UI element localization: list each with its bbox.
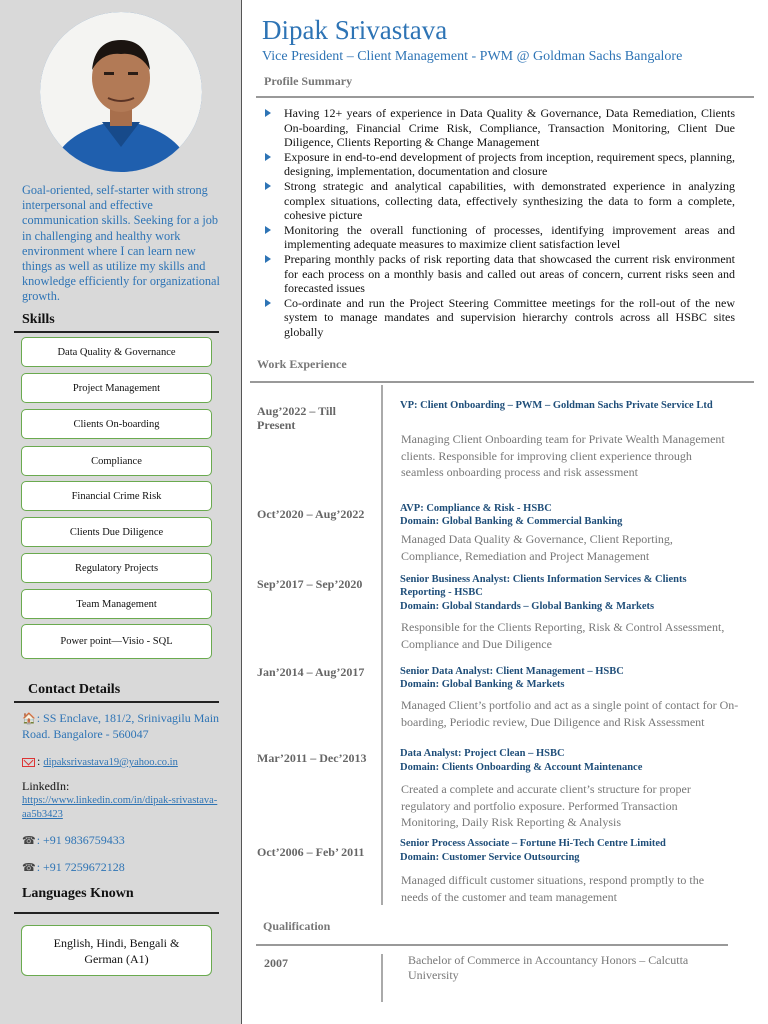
skills-rule [14,331,219,333]
bullet-arrow-icon [265,299,271,307]
contact-linkedin [22,779,232,822]
summary-bullet: Preparing monthly packs of risk reporting data that showcased the current risk environment for each process on a monthly basis and called out areas of concern, current risks seen and forecasted issues [265,252,735,296]
job-date: Aug’2022 – Till Present [257,404,336,432]
qualification-title: Qualification [263,919,331,933]
phone-icon: ☎ [22,862,36,874]
job-date: Mar’2011 – Dec’2013 [257,751,367,765]
job-date: Oct’2020 – Aug’2022 [257,507,365,521]
bullet-arrow-icon [265,226,271,234]
contact-email[interactable]: : dipaksrivastava19@yahoo.co.in [22,754,232,770]
linkedin-label: LinkedIn: [22,779,70,793]
bullet-arrow-icon [265,109,271,117]
job-title: Senior Process Associate – Fortune Hi-Tech Centre Limited [400,838,666,849]
bullet-arrow-icon [265,182,271,190]
job-title: VP: Client Onboarding – PWM – Goldman Sachs Private Service Ltd [400,400,713,411]
job-title: Data Analyst: Project Clean – HSBC [400,748,565,759]
languages-rule [14,912,219,914]
job-date: Oct’2006 – Feb’ 2011 [257,845,365,859]
contact-phone-2: ☎: +91 7259672128 [22,860,125,874]
bullet-arrow-icon [265,255,271,263]
contact-heading: Contact Details [28,682,121,697]
languages-heading: Languages Known [22,886,134,901]
job-description: Managing Client Onboarding team for Private Wealth Management clients. Responsible for improving client experience through seamless onboarding process and risk assessment [401,432,725,479]
sidebar-divider [241,0,242,1024]
languages-box: English, Hindi, Bengali & German (A1) [21,925,212,976]
candidate-role: Vice President – Client Management - PWM @ Goldman Sachs Bangalore [262,49,683,64]
contact-rule [14,701,219,703]
job-domain: Domain: Global Standards – Global Banking & Markets [400,601,655,612]
job-title: Senior Business Analyst: Clients Information Services & Clients Reporting - HSBC [400,574,687,598]
job-title: Senior Data Analyst: Client Management – HSBC [400,666,624,677]
job-domain: Domain: Customer Service Outsourcing [400,852,580,863]
summary-bullet: Monitoring the overall functioning of processes, identifying improvement areas and implementing adequate measures to maximize client satisfaction level [265,223,735,252]
job-title: AVP: Compliance & Risk - HSBC [400,503,552,514]
job-description: Responsible for the Clients Reporting, Risk & Control Assessment, Compliance and Due Diligence [401,620,725,651]
work-experience-title: Work Experience [257,357,347,371]
summary-rule [256,96,754,98]
qualification-timeline [381,954,383,1002]
job-domain: Domain: Clients Onboarding & Account Maintenance [400,762,643,773]
skill-item: Compliance [21,446,212,476]
contact-phone-1: ☎: +91 9836759433 [22,833,125,847]
job-description: Managed difficult customer situations, respond promptly to the needs of the customer and team management [401,873,705,904]
skill-item: Financial Crime Risk [21,481,212,511]
summary-bullet: Co-ordinate and run the Project Steering Committee meetings for the roll-out of the new system to manage mandates and supervision hierarchy controls across all HSBC sites globally [265,296,735,340]
job-description: Managed Data Quality & Governance, Client Reporting, Compliance, Remediation and Project Management [401,532,673,563]
job-description: Managed Client’s portfolio and act as a single point of contact for On-boarding, Periodic review, Due Diligence and Risk Assessment [401,698,739,729]
job-date: Sep’2017 – Sep’2020 [257,577,363,591]
address-text: : SS Enclave, 181/2, Srinivagilu Main Road. Bangalore - 560047 [22,711,220,741]
job-domain: Domain: Global Banking & Markets [400,679,565,690]
skill-item: Team Management [21,589,212,619]
summary-bullet: Exposure in end-to-end development of projects from inception, requirement specs, planning, designing, implementation, documentation and closure [265,150,735,179]
home-icon: 🏠 [22,713,36,725]
experience-rule [250,381,754,383]
linkedin-link[interactable]: https://www.linkedin.com/in/dipak-srivastava-aa5b3423 [22,795,218,820]
skill-item: Data Quality & Governance [21,337,212,367]
skill-item: Regulatory Projects [21,553,212,583]
job-date: Jan’2014 – Aug’2017 [257,665,365,679]
skills-heading: Skills [22,312,55,327]
qualification-text: Bachelor of Commerce in Accountancy Honors – Calcutta University [408,953,689,982]
candidate-name: Dipak Srivastava [262,15,448,45]
phone-icon: ☎ [22,835,36,847]
qualification-rule [256,944,728,946]
job-domain: Domain: Global Banking & Commercial Banking [400,516,623,527]
profile-photo [40,12,202,172]
skill-item: Clients Due Diligence [21,517,212,547]
qualification-year: 2007 [264,956,288,970]
skill-item: Power point—Visio - SQL [21,624,212,659]
bullet-arrow-icon [265,153,271,161]
side-summary: Goal-oriented, self-starter with strong interpersonal and effective communication skills. Seeking for a job in challenging and healthy work environment where I can learn new things as well as utilize my skills and knowledge efficiently for organizational growth. [22,183,220,304]
contact-address [22,711,232,742]
mail-icon [22,758,35,767]
summary-bullet: Having 12+ years of experience in Data Quality & Governance, Data Remediation, Clients On-boarding, Financial Crime Risk, Compliance, Transaction Monitoring, Client Due Diligence, Clients Reporting & Change Management [265,106,735,150]
summary-bullet: Strong strategic and analytical capabilities, with demonstrated experience in analyzing complex situations, collecting data, effectively synthesizing the data to form a complete, cohesive picture [265,179,735,223]
experience-timeline [381,385,383,905]
email-link[interactable]: dipaksrivastava19@yahoo.co.in [43,757,178,768]
job-description: Created a complete and accurate client’s structure for proper regulatory and portfolio exposure. Performed Transaction Monitoring, Daily Risk Reporting & Analysis [401,782,691,829]
summary-list [265,106,735,340]
profile-summary-title: Profile Summary [264,74,353,88]
skill-item: Clients On-boarding [21,409,212,439]
skill-item: Project Management [21,373,212,403]
